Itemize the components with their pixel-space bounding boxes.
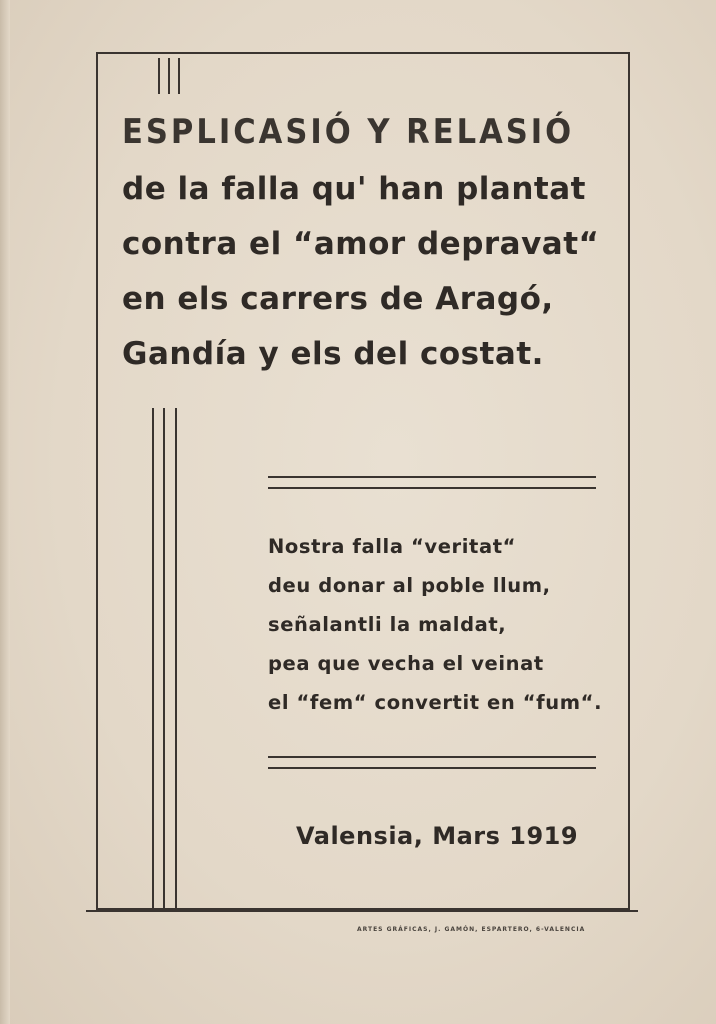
- top-decor-bar-3: [178, 58, 180, 94]
- verse-block: [268, 527, 618, 722]
- upper-rule-line-2: [268, 487, 596, 489]
- printer-imprint: ARTES GRÁFICAS, J. GAMÓN, ESPARTERO, 6-VALENCIA: [357, 926, 586, 933]
- place-date: Valensia, Mars 1919: [296, 822, 579, 850]
- verse-line-4: pea que vecha el veinat: [268, 652, 544, 675]
- bottom-rule: [86, 910, 638, 912]
- lower-rule-line-2: [268, 767, 596, 769]
- left-decor-bar-3: [175, 408, 177, 910]
- left-decor-bar-2: [163, 408, 165, 910]
- lower-rule-line-1: [268, 756, 596, 758]
- verse-line-2: deu donar al poble llum,: [268, 574, 551, 597]
- title-line-2: contra el “amor depravat“: [122, 226, 600, 262]
- title-block: [122, 108, 612, 382]
- upper-double-rule: [268, 476, 596, 498]
- title-line-3: en els carrers de Aragó,: [122, 281, 554, 317]
- left-decor-bar-1: [152, 408, 154, 910]
- verse-line-3: señalantli la maldat,: [268, 613, 507, 636]
- spine-edge: [0, 0, 10, 1024]
- title-main: ESPLICASIÓ Y RELASIÓ: [122, 112, 575, 152]
- top-decor-bar-2: [168, 58, 170, 94]
- title-line-1: de la falla qu' han plantat: [122, 171, 586, 207]
- upper-rule-line-1: [268, 476, 596, 478]
- lower-double-rule: [268, 756, 596, 778]
- verse-line-1: Nostra falla “veritat“: [268, 535, 517, 558]
- verse-line-5: el “fem“ convertit en “fum“.: [268, 691, 603, 714]
- top-decor-bar-1: [158, 58, 160, 94]
- title-line-4: Gandía y els del costat.: [122, 336, 544, 372]
